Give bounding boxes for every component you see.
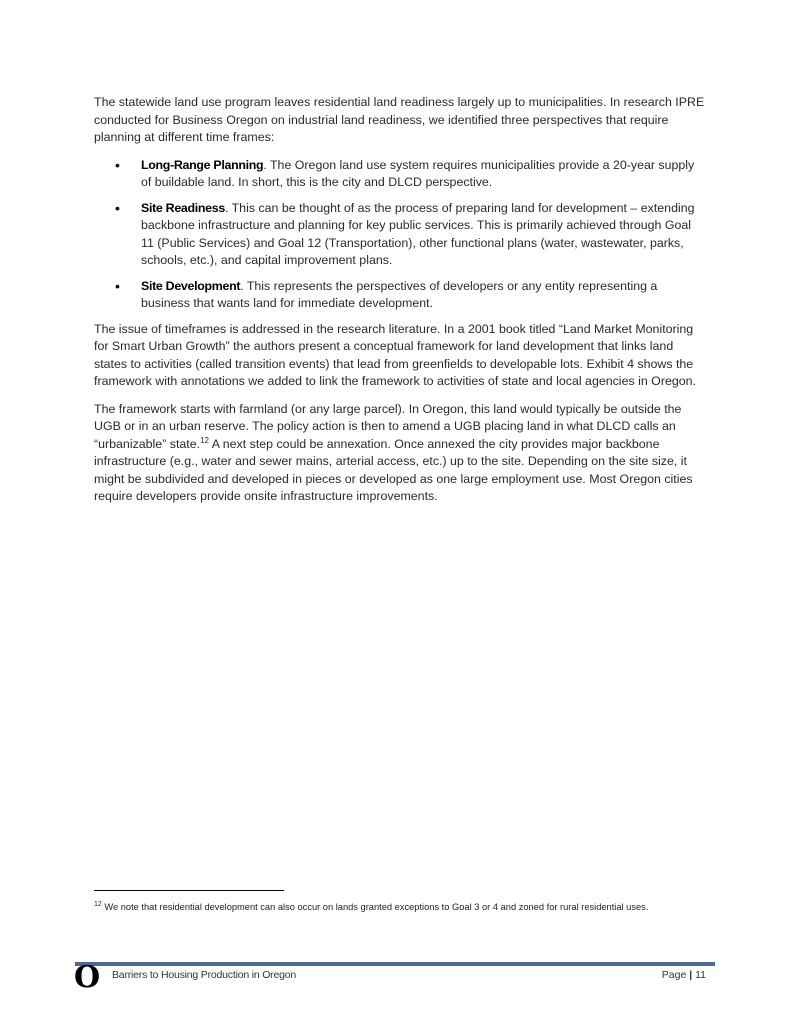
- bullet-icon: •: [115, 199, 120, 216]
- bullet-term: Long-Range Planning: [141, 157, 264, 172]
- framework-text-b: A next step could be annexation. Once annexed the city provides major backbone infrastructure (e.g., water and sewer mains, arterial access, etc.) up to the site. Depending on the site size, it might be subdivided and developed in pieces or developed as one large employment use. Most Oregon cities require developers provide onsite infrastructure improvements.: [94, 436, 693, 503]
- bullet-term: Site Development: [141, 278, 241, 293]
- perspectives-list: [94, 157, 706, 313]
- footnote-divider: [94, 890, 284, 891]
- list-item: [94, 200, 706, 270]
- bullet-icon: •: [115, 277, 120, 294]
- university-logo-icon: O: [74, 960, 101, 995]
- framework-paragraph: [94, 401, 706, 506]
- page-separator: |: [689, 969, 693, 981]
- footnote: [94, 900, 706, 915]
- bullet-text: . The Oregon land use system requires municipalities provide a 20-year supply of buildable land. In short, this is the city and DLCD perspective.: [141, 157, 695, 189]
- page-number-value: 11: [695, 969, 706, 981]
- list-item: [94, 278, 706, 313]
- list-item: [94, 157, 706, 192]
- page-number: [662, 969, 706, 981]
- bullet-term: Site Readiness: [141, 200, 225, 215]
- footnote-text: We note that residential development can also occur on lands granted exceptions to Goal 3 or 4 and zoned for rural residential uses.: [101, 902, 649, 912]
- bullet-icon: •: [115, 156, 120, 173]
- intro-paragraph: The statewide land use program leaves residential land readiness largely up to municipalities. In research IPRE conducted for Business Oregon on industrial land readiness, we identified three perspectives that require planning at different time frames:: [94, 95, 705, 144]
- bullet-text: . This represents the perspectives of developers or any entity representing a business that wants land for immediate development.: [141, 278, 658, 310]
- footer-title: Barriers to Housing Production in Oregon: [112, 969, 297, 981]
- footnote-ref[interactable]: 12: [200, 435, 209, 445]
- footer-bar: [75, 962, 715, 966]
- bullet-text: . This can be thought of as the process of preparing land for development – extending backbone infrastructure and planning for key public services. This is primarily achieved through Goal 11 (Public Services) and Goal 12 (Transportation), other functional plans (water, wastewater, parks, schools, etc.), and capital improvement plans.: [141, 200, 695, 267]
- timeframes-paragraph: The issue of timeframes is addressed in the research literature. In a 2001 book titled “Land Market Monitoring for Smart Urban Growth” the authors present a conceptual framework for land development that links land states to activities (called transition events) that lead from greenfields to developable lots. Exhibit 4 shows the framework with annotations we added to link the framework to activities of state and local agencies in Oregon.: [94, 321, 696, 388]
- framework-text-a: The framework starts with farmland (or any large parcel). In Oregon, this land would typically be outside the UGB or in an urban reserve. The policy action is then to amend a UGB placing land in what DLCD calls an “urbanizable” state.: [94, 401, 682, 451]
- body-text: [94, 94, 706, 516]
- footnote-number: 12: [94, 900, 102, 908]
- page-label: Page: [661, 969, 687, 981]
